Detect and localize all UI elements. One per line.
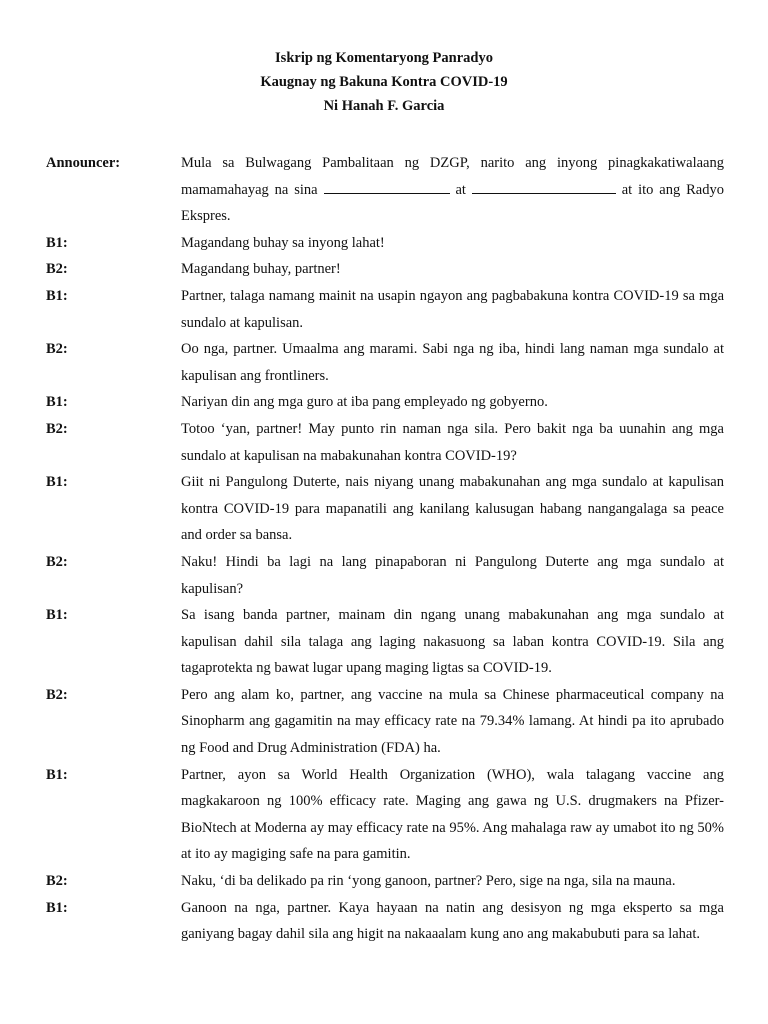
script-line bbox=[46, 256, 724, 283]
speaker-label: B1: bbox=[46, 766, 68, 783]
script-line bbox=[46, 868, 724, 895]
script-line bbox=[46, 602, 724, 682]
script-line bbox=[46, 469, 724, 549]
speaker-label: B2: bbox=[46, 420, 68, 437]
script-line-announcer bbox=[46, 150, 724, 230]
dialogue-text: Naku, ‘di ba delikado pa rin ‘yong ganoon, partner? Pero, sige na nga, sila na mauna. bbox=[181, 873, 676, 890]
intro-text-before: Mula sa Bulwagang Pambalitaan ng DZGP, narito ang inyong pinagkakatiwalaang mamamahayag na sina bbox=[181, 155, 724, 198]
speaker-label: B2: bbox=[46, 341, 68, 358]
dialogue-text: Magandang buhay, partner! bbox=[181, 261, 341, 278]
document-header bbox=[0, 46, 768, 118]
script-line bbox=[46, 762, 724, 868]
dialogue-text: Giit ni Pangulong Duterte, nais niyang unang mabakunahan ang mga sundalo at kapulisan kontra COVID-19 para mapanatili ang kanilang kalusugan habang nangangalaga sa peace and order sa bansa. bbox=[181, 474, 724, 544]
dialogue-text: Partner, talaga namang mainit na usapin ngayon ang pagbabakuna kontra COVID-19 sa mga sundalo at kapulisan. bbox=[181, 287, 724, 331]
speaker-label: Announcer: bbox=[46, 155, 121, 171]
script-line bbox=[46, 416, 724, 469]
speaker-label: B1: bbox=[46, 899, 68, 916]
speaker-label: B1: bbox=[46, 607, 68, 624]
document-author: Ni Hanah F. Garcia bbox=[323, 98, 445, 114]
dialogue-text: Naku! Hindi ba lagi na lang pinapaboran ni Pangulong Duterte ang mga sundalo at kapulisan? bbox=[181, 553, 724, 597]
script-line bbox=[46, 336, 724, 389]
speaker-label: B2: bbox=[46, 686, 68, 703]
script-line bbox=[46, 895, 724, 948]
speaker-label: B1: bbox=[46, 474, 68, 491]
speaker-label: B1: bbox=[46, 287, 68, 304]
dialogue-text: Pero ang alam ko, partner, ang vaccine na mula sa Chinese pharmaceutical company na Sinopharm ang gagamitin na may efficacy rate na 79.34% lamang. At hindi pa ito aprubado ng Food and Drug Administration (FDA) ha. bbox=[181, 686, 724, 757]
dialogue-text: Ganoon na nga, partner. Kaya hayaan na natin ang desisyon ng mga eksperto sa mga ganiyang bagay dahil sila ang higit na nakaaalam kung ano ang makabubuti para sa lahat. bbox=[181, 899, 724, 943]
script-line bbox=[46, 682, 724, 762]
dialogue-text bbox=[181, 150, 724, 230]
name-blank-2 bbox=[472, 179, 616, 194]
script-line bbox=[46, 389, 724, 416]
dialogue-text: Magandang buhay sa inyong lahat! bbox=[181, 234, 385, 251]
document-subtitle: Kaugnay ng Bakuna Kontra COVID-19 bbox=[260, 74, 508, 90]
speaker-label: B2: bbox=[46, 553, 68, 570]
document-title: Iskrip ng Komentaryong Panradyo bbox=[275, 50, 493, 66]
speaker-label: B2: bbox=[46, 261, 68, 278]
dialogue-text: Totoo ‘yan, partner! May punto rin naman nga sila. Pero bakit nga ba uunahin ang mga sundalo at kapulisan na mabakunahan kontra COVID-19? bbox=[181, 420, 724, 464]
intro-text-middle: at bbox=[455, 181, 466, 198]
dialogue-text: Nariyan din ang mga guro at iba pang empleyado ng gobyerno. bbox=[181, 394, 548, 411]
dialogue-text: Sa isang banda partner, mainam din ngang unang mabakunahan ang mga sundalo at kapulisan dahil sila talaga ang laging nakasuong sa laban kontra COVID-19. Sila ang tagaprotekta ng bawat lugar upang maging ligtas sa COVID-19. bbox=[181, 607, 724, 677]
speaker-label: B1: bbox=[46, 234, 68, 251]
dialogue-text: Oo nga, partner. Umaalma ang marami. Sabi nga ng iba, hindi lang naman mga sundalo at kapulisan ang frontliners. bbox=[181, 341, 724, 384]
script-body bbox=[46, 150, 724, 948]
script-line bbox=[46, 549, 724, 602]
intro-text-after: at ito ang Radyo Ekspres. bbox=[181, 181, 724, 225]
speaker-label: B2: bbox=[46, 873, 68, 890]
script-line bbox=[46, 283, 724, 336]
dialogue-text: Partner, ayon sa World Health Organization (WHO), wala talagang vaccine ang magkakaroon ng 100% efficacy rate. Maging ang gawa ng U.S. drugmakers na Pfizer-BioNtech at Moderna ay may efficacy rate na 95%. Ang mahalaga raw ay umabot ito ng 50% at ito ay magiging safe na para gamitin. bbox=[181, 766, 724, 863]
script-line bbox=[46, 230, 724, 257]
speaker-label: B1: bbox=[46, 394, 68, 411]
name-blank-1 bbox=[324, 179, 450, 194]
